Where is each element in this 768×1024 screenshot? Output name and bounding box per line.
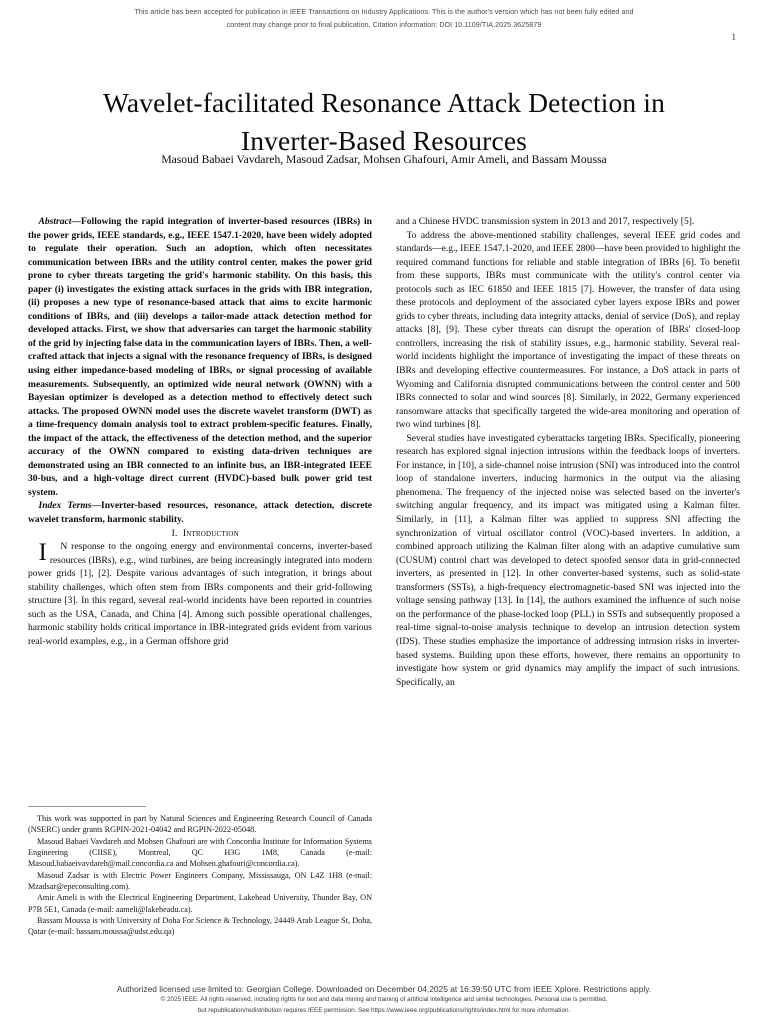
author-list: Masoud Babaei Vavdareh, Masoud Zadsar, Mohsen Ghafouri, Amir Ameli, and Bassam Moussa (161, 153, 607, 166)
banner-line-2: content may change prior to final publication. Citation information: DOI 10.1109/TIA.2025.3625879 (226, 20, 542, 29)
drop-cap: I (38, 539, 47, 567)
abstract-body: —Following the rapid integration of inverter-based resources (IBRs) in the power grids, IEEE standards, e.g., IEEE 1547.1-2020, have been widely adopted to regulate their operation. Such an adoption, which often necessitates communication between IBRs and the utility control center, makes the power grid prone to cyber threats targeting the grid's harmonic stability. On this basis, this paper (i) investigates the existing attack surfaces in the grids with IBR integration, (ii) proposes a new type of resonance-based attack that aims to excite harmonic conditions of IBRs, and (iii) develops a tailor-made attack detection method for developed attacks. First, we show that adversaries can target the harmonic stability of the grid by injecting false data in the communication layers of IBRs. Then, a well-crafted attack that injects a signal with the resonance frequency of IBRs, is designed using either impedance-based modeling of IBRs, or signal processing of available measurements. Subsequently, an optimized wide neural network (OWNN) with a Bayesian optimizer is developed as a detection method to effectively detect such attacks. The proposed OWNN model uses the discrete wavelet transform (DWT) as a time-frequency domain analysis tool to extract problem-specific features. Finally, the impact of the attack, the effectiveness of the detection method, and the superior accuracy of the OWNN compared to existing data-driven techniques are demonstrated using an IBR connected to an infinite bus, an IBR-integrated IEEE 30-bus, and a high-voltage direct current (HVDC)-based bulk power grid test system. (28, 216, 372, 498)
banner-line-1: This article has been accepted for publication in IEEE Transactions on Industry Applications. This is the author's version which has not been fully edited and (134, 8, 634, 16)
page-number: 1 (731, 32, 736, 42)
footnote-author-affiliation-4: Bassam Moussa is with University of Doha For Science & Technology, 24449 Arab League St, Doha, Qatar (e-mail: bassam.moussa@udst.edu.qa) (28, 916, 372, 937)
right-paragraph-2: To address the above-mentioned stability challenges, several IEEE grid codes and standards—e.g., IEEE 1547.1-2020, and IEEE 2800—have been provided to highlight the required command functions for reliable and stable integration of IBRs [6]. To benefit from these supports, IBRs must communicate with the utility's control center via protocols such as IEC 61850 and IEEE 1815 [7]. However, the transfer of data using these protocols and deployment of the associated cyber layers expose IBRs and power grids to cyber threats, including data integrity attacks, denial of service (DoS), and replay attacks [8], [9]. These cyber threats can disrupt the operation of IBRs' closed-loop controllers, increasing the risk of stability issues, e.g., harmonic stability. Several real-world incidents highlight the importance of investigating the impact of these threats on IBRs and developing effective countermeasures. For instance, a DoS attack in parts of Wyoming and California disrupted communications between the control center and 500 IBRs connected to solar and wind sources [8]. Similarly, in 2022, Germany experienced ransomware attacks that specifically targeted the wide-area monitoring and operation of two wind turbines [8]. (396, 229, 740, 431)
licence-footer (0, 983, 768, 1017)
index-terms-body: —Inverter-based resources, resonance, attack detection, discrete wavelet transform, harmonic stability. (28, 500, 373, 526)
section-heading-introduction (28, 527, 372, 541)
section-title: Introduction (182, 527, 239, 539)
footnote-author-affiliation-3: Amir Ameli is with the Electrical Engineering Department, Lakehead University, Thunder Bay, ON P7B 5E1, Canada (e-mail: aameli@lakeheadu.ca). (28, 893, 372, 914)
index-terms-label: Index Terms (38, 500, 92, 512)
acceptance-banner (0, 6, 768, 31)
licence-line-2: © 2025 IEEE. All rights reserved, including rights for text and data mining and training of artificial intelligence and similar technologies. Personal use is permitted, (160, 996, 608, 1003)
left-column (28, 215, 372, 775)
footnote-funding: This work was supported in part by Natural Sciences and Engineering Research Council of Canada (NSERC) under grants RGPIN-2021-04042 and RGPIN-2022-05048. (28, 814, 372, 835)
footnote-author-affiliation-2: Masoud Zadsar is with Electric Power Engineers Company, Mississauga, ON L4Z 1H8 (e-mail: Mzadsar@epeconsulting.com). (28, 870, 372, 892)
right-column (396, 215, 740, 960)
intro-paragraph (28, 540, 372, 648)
intro-body: N response to the ongoing energy and environmental concerns, inverter-based resources (IBRs), e.g., wind turbines, are being increasingly integrated into modern power grids [1], [2]. Despite various advantages of such integration, it brings about stability challenges, which often stem from IBRs components and their grid-following structure [3]. In this regard, several real-world incidents have been reported in countries such as the USA, Canada, and China [4]. Among such possible operational challenges, harmonic stability holds critical importance in IBR-integrated grids evident from various real-world examples, e.g., in a German offshore grid (28, 541, 372, 647)
index-terms-paragraph (28, 499, 372, 526)
section-number: I. (171, 527, 178, 539)
abstract-label: Abstract (38, 216, 72, 227)
footnote-author-affiliation-1: Masoud Babaei Vavdareh and Mohsen Ghafouri are with Concordia Institute for Information Systems Engineering (CIISE), Montreal, QC H3G 1M8, Canada (e-mail: Masoud.babaeivavdareh@mail.concordia.ca and Mohsen.ghafouri@concordia.ca). (28, 836, 372, 869)
licence-line-3: but republication/redistribution requires IEEE permission. See https://www.ieee.org/publications/rights/index.html for more information. (197, 1006, 571, 1014)
right-paragraph-3: Several studies have investigated cyberattacks targeting IBRs. Specifically, pioneering research has explored signal injection intrusions within the feedback loops of inverters. For instance, in [10], a side-channel noise intrusion (SNI) was introduced into the control loop of standalone inverters, inducing harmonics in the output via the aliasing phenomena. The frequency of the injected noise was selected based on the inverter's switching angular frequency, and its impact was mitigated using a Kalman filter. Similarly, in [11], a Kalman filter was applied to suppress SNI affecting the synchronization of virtual oscillator control (VOC)-based inverters. In addition, a combined approach utilizing the Kalman filter along with an adaptive cumulative sum (CUSUM) control chart was developed to detect spoofed sensor data in grid-connected inverters, as presented in [12]. In other converter-based systems, such as solid-state transformers (SSTs), a high-frequency electromagnetic-based SNI was injected into the voltage sensing pathway [13]. In [14], the authors examined the influence of such noise on the performance of the phase-locked loop (PLL) in SSTs and subsequently proposed a real-time signal-to-noise analysis technique to develop an intrusion detection system (IDS). These studies emphasize the importance of addressing intrusion risks in inverter-based systems. Building upon these efforts, however, there remains an opportunity to investigate how system or grid dynamics may amplify the impact of such intrusions. Specifically, an (396, 432, 740, 688)
licence-line-1: Authorized licensed use limited to: Georgian College. Downloaded on December 04,2025 at 16:39:50 UTC from IEEE Xplore. Restrictions apply. (116, 983, 652, 994)
right-paragraph-1: and a Chinese HVDC transmission system in 2013 and 2017, respectively [5]. (396, 216, 695, 227)
footnote-rule (28, 806, 146, 807)
abstract-paragraph (28, 215, 372, 499)
footnote-block (28, 806, 372, 938)
paper-title: Wavelet-facilitated Resonance Attack Detection in Inverter-Based Resources (103, 87, 665, 157)
